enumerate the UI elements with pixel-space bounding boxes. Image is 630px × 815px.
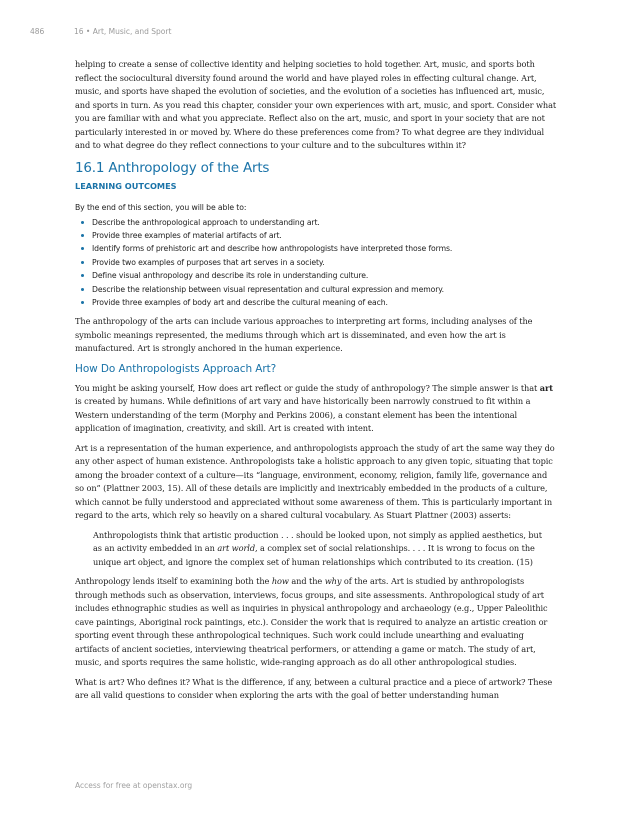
text-run: , a complex set of social relationships. . . . It is wrong to focus on the unique art object, and ignore the complex set of human relationships which contributed to its creation. (15)	[93, 543, 535, 567]
learning-outcomes-intro: By the end of this section, you will be able to:	[75, 203, 247, 212]
learning-outcomes-heading: LEARNING OUTCOMES	[75, 180, 177, 191]
outcome-item: Describe the anthropological approach to understanding art.	[75, 216, 558, 229]
text-run: You might be asking yourself, How does art reflect or guide the study of anthropology? The simple answer is that	[75, 382, 540, 393]
text-run: is created by humans. While definitions of art vary and have historically been narrowly construed to fit within a Western understanding of the term (Morphy and Perkins 2006), a constant element has been the intentional application of imagination, creativity, and skill. Art is created with intent.	[75, 396, 531, 434]
outcome-item: Identify forms of prehistoric art and describe how anthropologists have interpreted those forms.	[75, 242, 558, 255]
section-paragraph: The anthropology of the arts can include various approaches to interpreting art forms, including analyses of the symbolic meanings represented, the mediums through which art is disseminated, and even how the art is manufactured. Art is strongly anchored in the human experience.	[75, 316, 533, 354]
subsection-paragraph-1	[75, 382, 558, 436]
running-title: 16 • Art, Music, and Sport	[74, 27, 172, 36]
subsection-paragraph-4: What is art? Who defines it? What is the difference, if any, between a cultural practice and a piece of artwork? These are all valid questions to consider when exploring the arts with the goal of better understanding human	[75, 676, 553, 701]
page-content	[75, 58, 558, 709]
footer-link[interactable]: Access for free at openstax.org	[75, 781, 193, 790]
emphasis-how: how	[271, 576, 289, 587]
subsection-title: How Do Anthropologists Approach Art?	[75, 362, 277, 375]
outcome-item: Provide three examples of body art and describe the cultural meaning of each.	[75, 296, 558, 309]
learning-outcomes-list	[75, 216, 558, 310]
outcome-item: Provide two examples of purposes that art serves in a society.	[75, 256, 558, 269]
text-run: and the	[288, 576, 325, 587]
text-run: of the arts. Art is studied by anthropologists through methods such as observation, interviews, focus groups, and site assessments. Anthropological study of art includes ethnographic studies as well as inquiries in physical anthropology and archaeology (e.g., Upper Paleolithic cave paintings, Aboriginal rock paintings, etc.). Consider the work that is required to analyze an artistic creation or sporting event through these anthropological techniques. Such work could include unearthing and evaluating artifacts of ancient societies, interviewing theatrical performers, or attending a game or match. The study of art, music, and sports requires the same holistic, wide-ranging approach as do all other anthropological studies.	[75, 576, 548, 668]
text-run: Anthropology lends itself to examining both the	[75, 576, 272, 587]
page-number: 486	[30, 27, 45, 36]
term-art: art	[539, 382, 553, 393]
subsection-paragraph-2: Art is a representation of the human experience, and anthropologists approach the study of art the same way they do any other aspect of human existence. Anthropologists take a holistic approach to any given topic, situating that topic among the broader context of a culture—its “language, environment, economy, religion, family life, governance and so on” (Plattner 2003, 15). All of these details are implicitly and inextricably embedded in the products of a culture, which cannot be fully understood and appreciated without some awareness of them. This is particularly important in regard to the arts, which rely so heavily on a shared cultural vocabulary. As Stuart Plattner (2003) asserts:	[75, 442, 555, 521]
intro-paragraph: helping to create a sense of collective identity and helping societies to hold together. Art, music, and sports both reflect the sociocultural diversity found around the world and have played roles in effecting cultural change. Art, music, and sports have shaped the evolution of societies, and the evolution of a societies has influenced art, music, and sports in turn. As you read this chapter, consider your own experiences with art, music, and sport. Consider what you are familiar with and what you appreciate. Reflect also on the art, music, and sport in your society that are not particularly interested in or moved by. Where do these preferences come from? To what degree are they individual and to what degree do they reflect connections to your culture and to the subcultures within it?	[75, 59, 557, 150]
text-run: Anthropologists think that artistic production . . . should be looked upon, not simply as applied aesthetics, but as an activity embedded in an	[93, 529, 542, 554]
outcome-item: Provide three examples of material artifacts of art.	[75, 229, 558, 242]
block-quote	[75, 529, 558, 570]
emphasis-art-world: art world	[217, 543, 255, 554]
outcome-item: Describe the relationship between visual representation and cultural expression and memory.	[75, 283, 558, 296]
outcome-item: Define visual anthropology and describe its role in understanding culture.	[75, 269, 558, 282]
running-header	[30, 27, 600, 36]
emphasis-why: why	[324, 576, 342, 587]
section-title: 16.1 Anthropology of the Arts	[75, 159, 270, 176]
subsection-paragraph-3	[75, 575, 558, 670]
